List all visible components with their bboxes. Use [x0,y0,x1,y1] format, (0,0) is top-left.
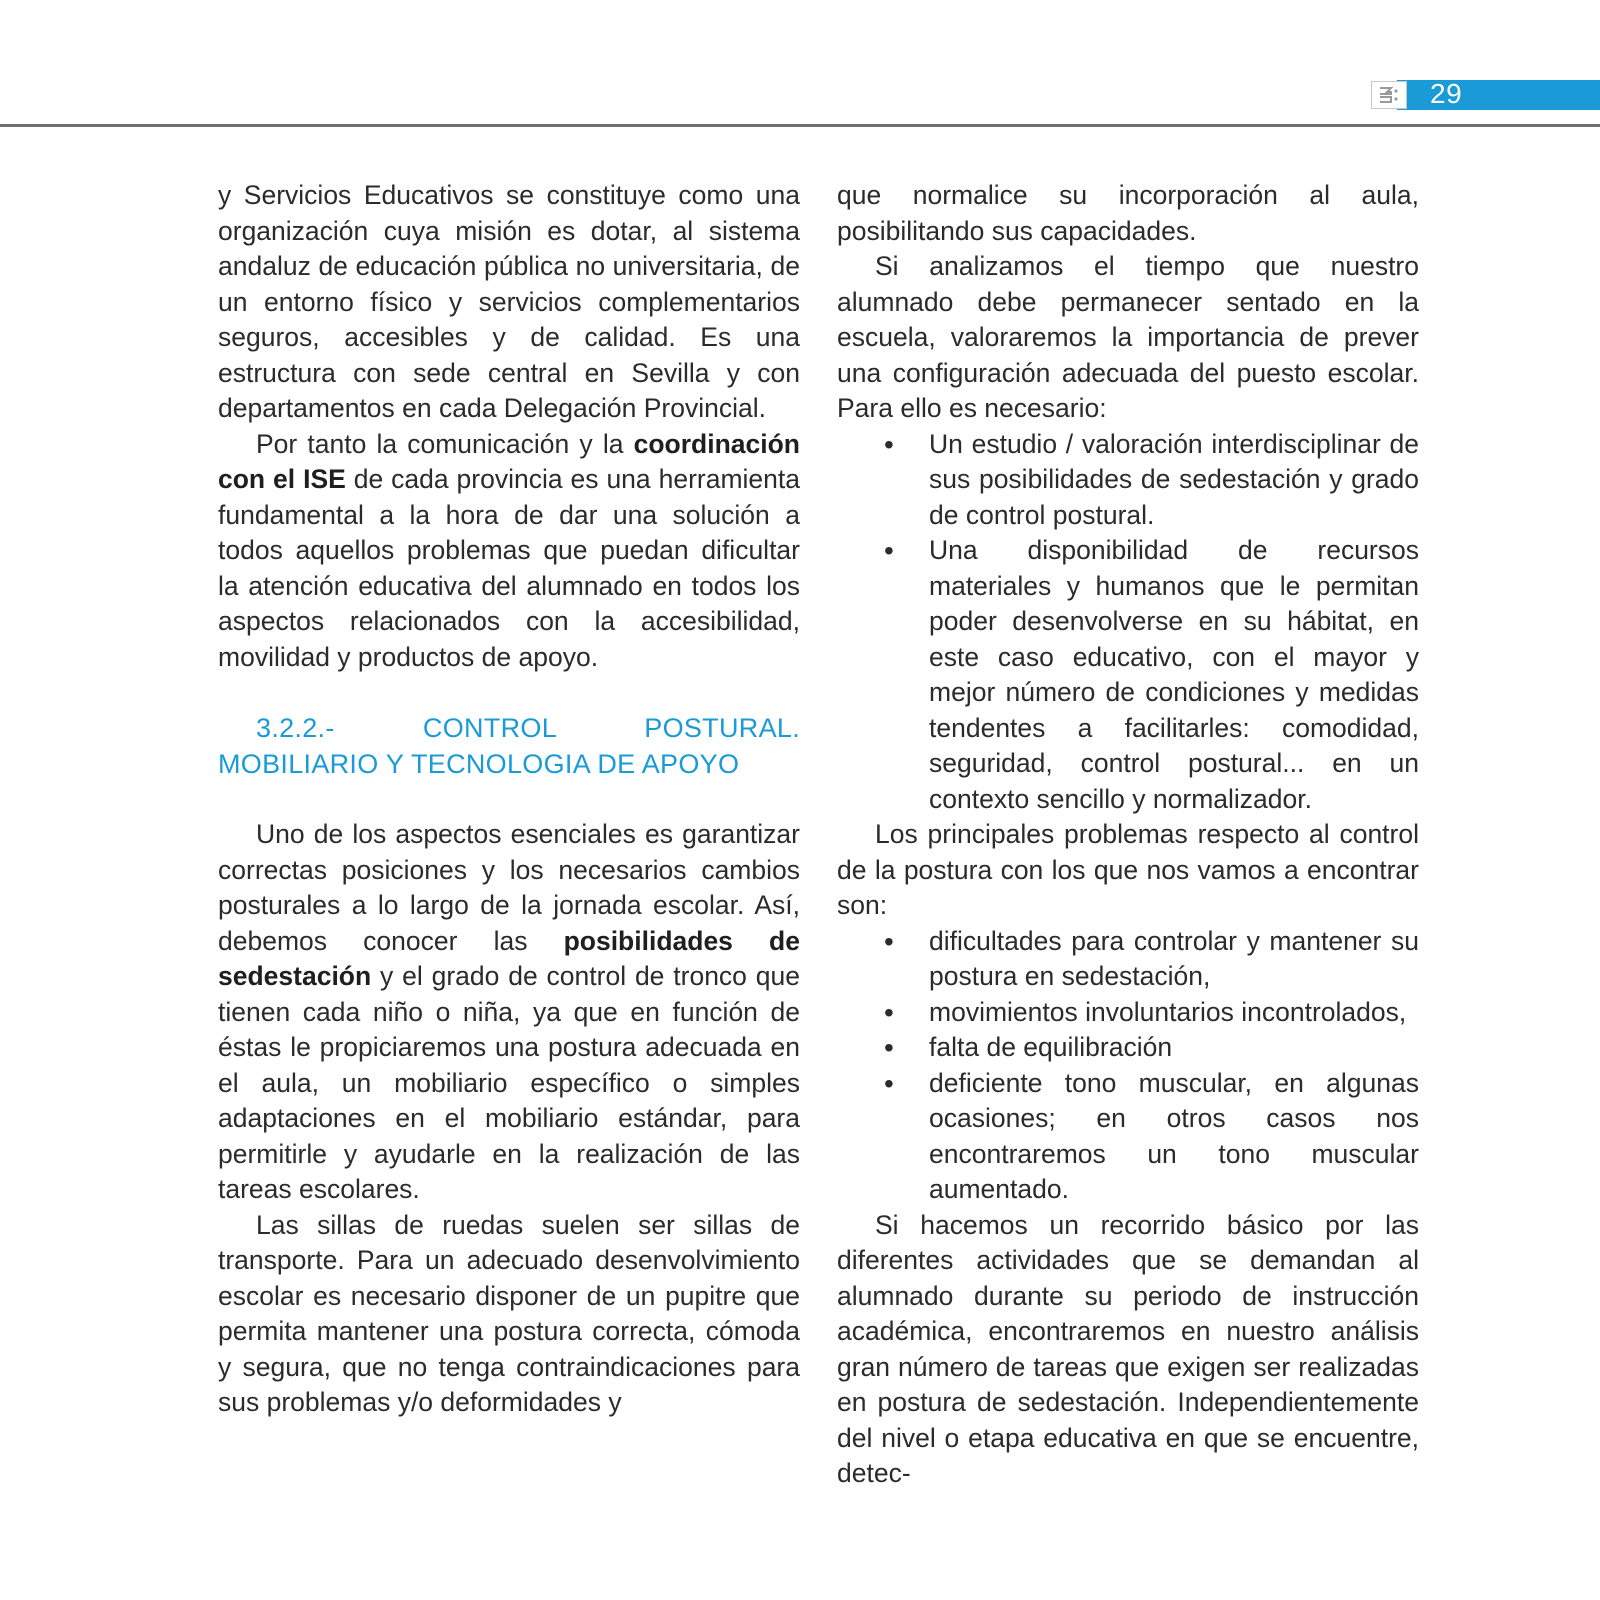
page-number: 29 [1430,78,1463,109]
paragraph: Uno de los aspectos esenciales es garantizar correctas posiciones y los necesarios cambios posturales a lo largo de la jornada escolar. Así, debemos conocer las posibilidades de sedestación y el grado de control de tronco que tienen cada niño o niña, ya que en función de éstas le propiciaremos una postura adecuada en el aula, un mobiliario específico o simples adaptaciones en el mobiliario estándar, para permitirle y ayudarle en la realización de las tareas escolares. [218,819,800,1204]
list-item: • falta de equilibración [837,1030,1419,1066]
header-rule [0,124,1600,127]
list-item: • Un estudio / valoración interdisciplinar de sus posibilidades de sedestación y grado de control postural. [837,427,1419,534]
bullet-list [837,924,1419,1208]
chapter-marker-icon [1371,81,1407,109]
bold-term: coordinación con el ISE [218,428,800,494]
paragraph: que normalice su incorporación al aula, posibilitando sus capacidades. [837,180,1419,246]
paragraph: Las sillas de ruedas suelen ser sillas de transporte. Para un adecuado desenvolvimiento escolar es necesario disponer de un pupitre que permita mantener una postura correcta, cómoda y segura, que no tenga contraindicaciones para sus problemas y/o deformidades y [218,1209,800,1417]
paragraph: Los principales problemas respecto al control de la postura con los que nos vamos a encontrar son: [837,819,1419,920]
right-column [837,178,1419,1492]
list-item: • movimientos involuntarios incontrolados, [837,995,1419,1031]
section-heading: 3.2.2.- CONTROL POSTURAL. MOBILIARIO Y TECNOLOGIA DE APOYO [218,713,800,779]
paragraph: Si analizamos el tiempo que nuestro alumnado debe permanecer sentado en la escuela, valoraremos la importancia de prever una configuración adecuada del puesto escolar. Para ello es necesario: [837,251,1419,423]
list-item: • dificultades para controlar y mantener su postura en sedestación, [837,924,1419,995]
left-column [218,178,800,1421]
list-item: • Una disponibilidad de recursos materiales y humanos que le permitan poder desenvolverse en su hábitat, en este caso educativo, con el mayor y mejor número de condiciones y medidas tendentes a facilitarles: comodidad, seguridad, control postural... en un contexto sencillo y normalizador. [837,533,1419,817]
page-number-bar [1397,80,1600,110]
paragraph: Si hacemos un recorrido básico por las diferentes actividades que se demandan al alumnado durante su periodo de instrucción académica, encontraremos en nuestro análisis gran número de tareas que exigen ser realizadas en postura de sedestación. Independientemente del nivel o etapa educativa en que se encuentre, detec- [837,1209,1419,1488]
paragraph: y Servicios Educativos se constituye como una organización cuya misión es dotar, al sistema andaluz de educación pública no universitaria, de un entorno físico y servicios complementarios seguros, accesibles y de calidad. Es una estructura con sede central en Sevilla y con departamentos en cada Delegación Provincial. [218,180,800,423]
bullet-list [837,427,1419,818]
bold-term: posibilidades de sedestación [218,925,800,991]
paragraph: Por tanto la comunicación y la coordinación con el ISE de cada provincia es una herramienta fundamental a la hora de dar una solución a todos aquellos problemas que puedan dificultar la atención educativa del alumnado en todos los aspectos relacionados con la accesibilidad, movilidad y productos de apoyo. [218,428,800,672]
list-item: • deficiente tono muscular, en algunas ocasiones; en otros casos nos encontraremos un tono muscular aumentado. [837,1066,1419,1208]
